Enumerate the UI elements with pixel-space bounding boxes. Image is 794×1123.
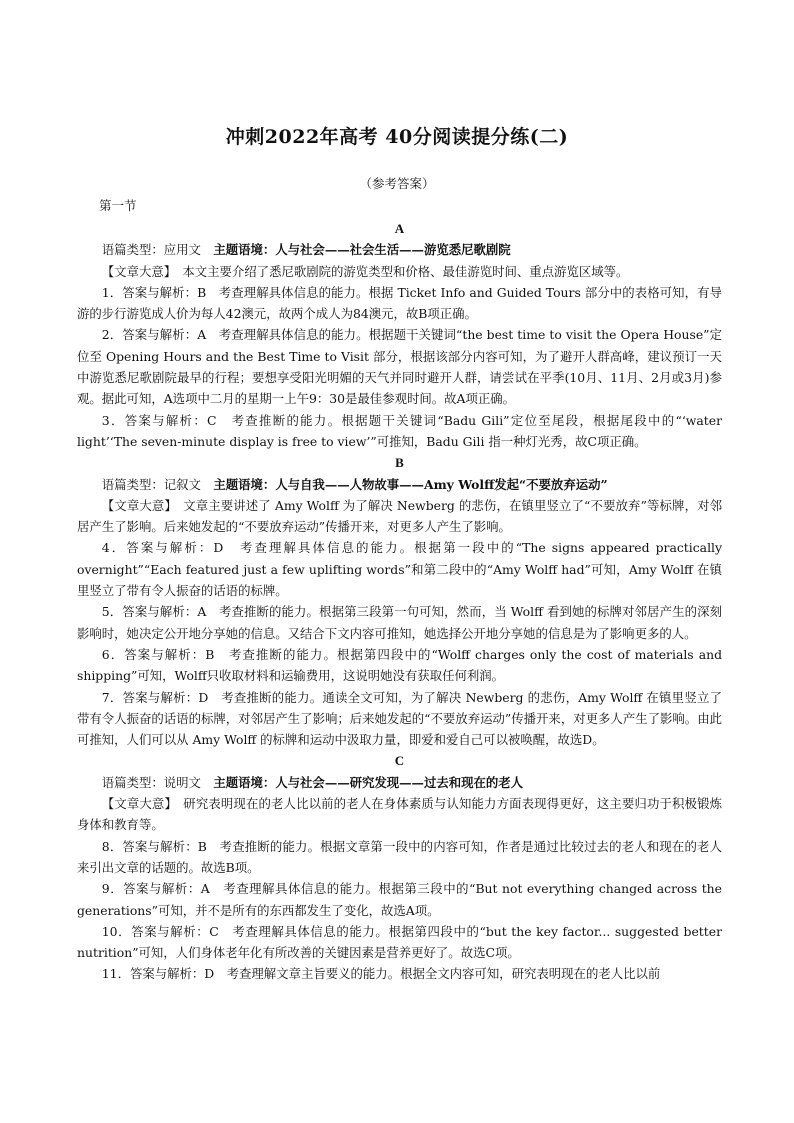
passage-a-theme: 主题语境：人与社会——社会生活——游览悉尼歌剧院 bbox=[213, 242, 511, 258]
page-subtitle: （参考答案） bbox=[359, 176, 435, 191]
passage-c-genre: 语篇类型：说明文 bbox=[101, 774, 201, 790]
passage-a-heading: A bbox=[394, 221, 405, 236]
answer-9: 9．答案与解析：A 考查理解具体信息的能力。根据第三段中的“But not everything changed across the generations”可知，并不是所有的东西都发生了变化，故选A项。 bbox=[77, 881, 722, 918]
answer-10: 10．答案与解析：C 考查理解具体信息的能力。根据第四段中的“but the key factor... suggested better nutrition”可知，人们身体老年化有所改善的关键因素是营养更好了。故选C项。 bbox=[77, 923, 722, 961]
passage-a-summary: 【文章大意】 本文主要介绍了悉尼歌剧院的游览类型和价格、最佳游览时间、重点游览区域等。 bbox=[101, 263, 629, 279]
passage-b-meta bbox=[77, 474, 722, 495]
passage-b-heading: B bbox=[395, 455, 404, 471]
passage-a-genre: 语篇类型：应用文 bbox=[101, 242, 201, 258]
answer-11: 11．答案与解析：D 考查理解文章主旨要义的能力。根据全文内容可知，研究表明现在的老人比以前 bbox=[101, 966, 661, 982]
passage-c-meta bbox=[77, 772, 722, 793]
section-heading: 第一节 bbox=[99, 198, 137, 213]
answer-4: 4．答案与解析：D 考查理解具体信息的能力。根据第一段中的“The signs appeared practically overnight”“Each featured just a few uplifting words”和第二段中的“Amy Wolff had”可知，Amy Wolff 在镇里竖立了带有令人振奋的话语的标牌。 bbox=[77, 540, 722, 599]
answer-3: 3．答案与解析：C 考查推断的能力。根据题干关键词“Badu Gili”定位至尾段，根据尾段中的“‘water light’‘The seven-minute display is free to view’”可推知，Badu Gili 指一种灯光秀，故C项正确。 bbox=[77, 412, 722, 449]
answer-2: 2．答案与解析：A 考查理解具体信息的能力。根据题干关键词“the best time to visit the Opera House”定位至 Opening Hours and the Best Time to Visit 部分，根据该部分内容可知，为了避开人群高峰，建议预订一天中游览悉尼歌剧院最早的行程；要想享受阳光明媚的天气并同时避开人群，请尝试在平季(10月、11月、2月或3月)参观。据此可知，A选项中二月的星期一上午9：30是最佳参观时间。故A项正确。 bbox=[77, 327, 722, 407]
answer-6: 6．答案与解析：B 考查推断的能力。根据第四段中的“Wolff charges only the cost of materials and shipping”可知，Wolff只收取材料和运输费用，这说明她没有获取任何利润。 bbox=[77, 646, 722, 684]
answer-5: 5．答案与解析：A 考查推断的能力。根据第三段第一句可知，然而，当 Wolff 看到她的标牌对邻居产生的深刻影响时，她决定公开地分享她的信息。又结合下文内容可推知，她选择公开地分享她的信息是为了影响更多的人。 bbox=[77, 604, 722, 641]
passage-c-heading: C bbox=[394, 753, 405, 769]
passage-b-genre: 语篇类型：记叙文 bbox=[101, 476, 201, 492]
answer-1: 1．答案与解析：B 考查理解具体信息的能力。根据 Ticket Info and Guided Tours 部分中的表格可知，有导游的步行游览成人价为每人42澳元，故两个成人为84澳元，故B项正确。 bbox=[77, 284, 722, 322]
answer-body bbox=[77, 218, 722, 985]
answer-7: 7．答案与解析：D 考查推断的能力。通读全文可知，为了解决 Newberg 的悲伤，Amy Wolff 在镇里竖立了带有令人振奋的话语的标牌，对邻居产生了影响；后来她发起的“不要放弃运动”传播开来，对更多人产生了影响。由此可推知，人们可以从 Amy Wolff 的标牌和运动中汲取力量，即爱和爱自己可以被唤醒，故选D。 bbox=[77, 689, 722, 748]
passage-c-theme: 主题语境：人与社会——研究发现——过去和现在的老人 bbox=[213, 774, 524, 790]
passage-b-theme: 主题语境：人与自我——人物故事——Amy Wolff发起“不要放弃运动” bbox=[213, 476, 608, 492]
passage-b-summary: 【文章大意】 文章主要讲述了 Amy Wolff 为了解决 Newberg 的悲伤，在镇里竖立了“不要放弃”等标牌，对邻居产生了影响。后来她发起的“不要放弃运动”传播开来，对更多人产生了影响。 bbox=[77, 497, 722, 535]
passage-c-summary: 【文章大意】 研究表明现在的老人比以前的老人在身体素质与认知能力方面表现得更好，这主要归功于积极锻炼身体和教育等。 bbox=[77, 796, 722, 833]
passage-a-meta bbox=[77, 239, 722, 260]
answer-8: 8．答案与解析：B 考查推断的能力。根据文章第一段中的内容可知，作者是通过比较过去的老人和现在的老人来引出文章的话题的。故选B项。 bbox=[77, 838, 722, 875]
page-title: 冲刺2022年高考 40分阅读提分练(二) bbox=[225, 126, 569, 148]
